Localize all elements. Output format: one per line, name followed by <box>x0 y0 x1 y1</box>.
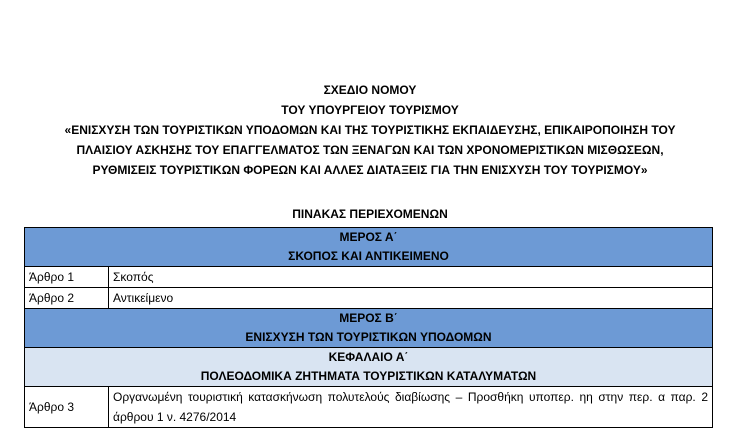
table-row <box>25 387 713 428</box>
article-description: Σκοπός <box>109 267 713 288</box>
part-a-title: ΣΚΟΠΟΣ ΚΑΙ ΑΝΤΙΚΕΙΜΕΝΟ <box>288 249 449 263</box>
table-row <box>25 267 713 288</box>
title-line-3: «ΕΝΙΣΧΥΣΗ ΤΩΝ ΤΟΥΡΙΣΤΙΚΩΝ ΥΠΟΔΟΜΩΝ ΚΑΙ ΤΗΣ ΤΟΥΡΙΣΤΙΚΗΣ ΕΚΠΑΙΔΕΥΣΗΣ, ΕΠΙΚΑΙΡΟΠΟΙΗΣΗ ΤΟΥ <box>64 123 676 137</box>
title-line-4: ΠΛΑΙΣΙΟΥ ΑΣΚΗΣΗΣ ΤΟΥ ΕΠΑΓΓΕΛΜΑΤΟΣ ΤΩΝ ΞΕΝΑΓΩΝ ΚΑΙ ΤΩΝ ΧΡΟΝΟΜΕΡΙΣΤΙΚΩΝ ΜΙΣΘΩΣΕΩΝ, <box>76 143 664 157</box>
part-b-cell <box>25 309 713 348</box>
article-description: Οργανωμένη τουριστική κατασκήνωση πολυτελούς διαβίωσης – Προσθήκη υποπερ. ηη στην περ. α παρ. 2 άρθρου 1 ν. 4276/2014 <box>109 387 713 428</box>
article-number: Άρθρο 2 <box>25 288 109 309</box>
part-b-label: ΜΕΡΟΣ Β΄ <box>339 311 398 325</box>
chapter-a-title: ΠΟΛΕΟΔΟΜΙΚΑ ΖΗΤΗΜΑΤΑ ΤΟΥΡΙΣΤΙΚΩΝ ΚΑΤΑΛΥΜΑΤΩΝ <box>200 369 537 383</box>
title-line-5: ΡΥΘΜΙΣΕΙΣ ΤΟΥΡΙΣΤΙΚΩΝ ΦΟΡΕΩΝ ΚΑΙ ΑΛΛΕΣ ΔΙΑΤΑΞΕΙΣ ΓΙΑ ΤΗΝ ΕΝΙΣΧΥΣΗ ΤΟΥ ΤΟΥΡΙΣΜΟΥ» <box>92 163 648 177</box>
part-b-row <box>25 309 713 348</box>
chapter-a-cell <box>25 348 713 387</box>
part-b-title: ΕΝΙΣΧΥΣΗ ΤΩΝ ΤΟΥΡΙΣΤΙΚΩΝ ΥΠΟΔΟΜΩΝ <box>245 330 492 344</box>
chapter-a-label: ΚΕΦΑΛΑΙΟ Α΄ <box>328 350 409 364</box>
part-a-row <box>25 228 713 267</box>
table-row <box>25 288 713 309</box>
part-a-cell <box>25 228 713 267</box>
part-a-label: ΜΕΡΟΣ Α΄ <box>339 230 398 244</box>
article-number: Άρθρο 3 <box>25 387 109 428</box>
article-number: Άρθρο 1 <box>25 267 109 288</box>
title-line-1: ΣΧΕΔΙΟ ΝΟΜΟΥ <box>323 83 417 97</box>
article-description: Αντικείμενο <box>109 288 713 309</box>
document-title-block <box>0 80 740 180</box>
toc-heading: ΠΙΝΑΚΑΣ ΠΕΡΙΕΧΟΜΕΝΩΝ <box>292 207 448 221</box>
title-line-2: ΤΟΥ ΥΠΟΥΡΓΕΙΟΥ ΤΟΥΡΙΣΜΟΥ <box>281 103 459 117</box>
toc-table <box>24 227 713 428</box>
chapter-a-row <box>25 348 713 387</box>
